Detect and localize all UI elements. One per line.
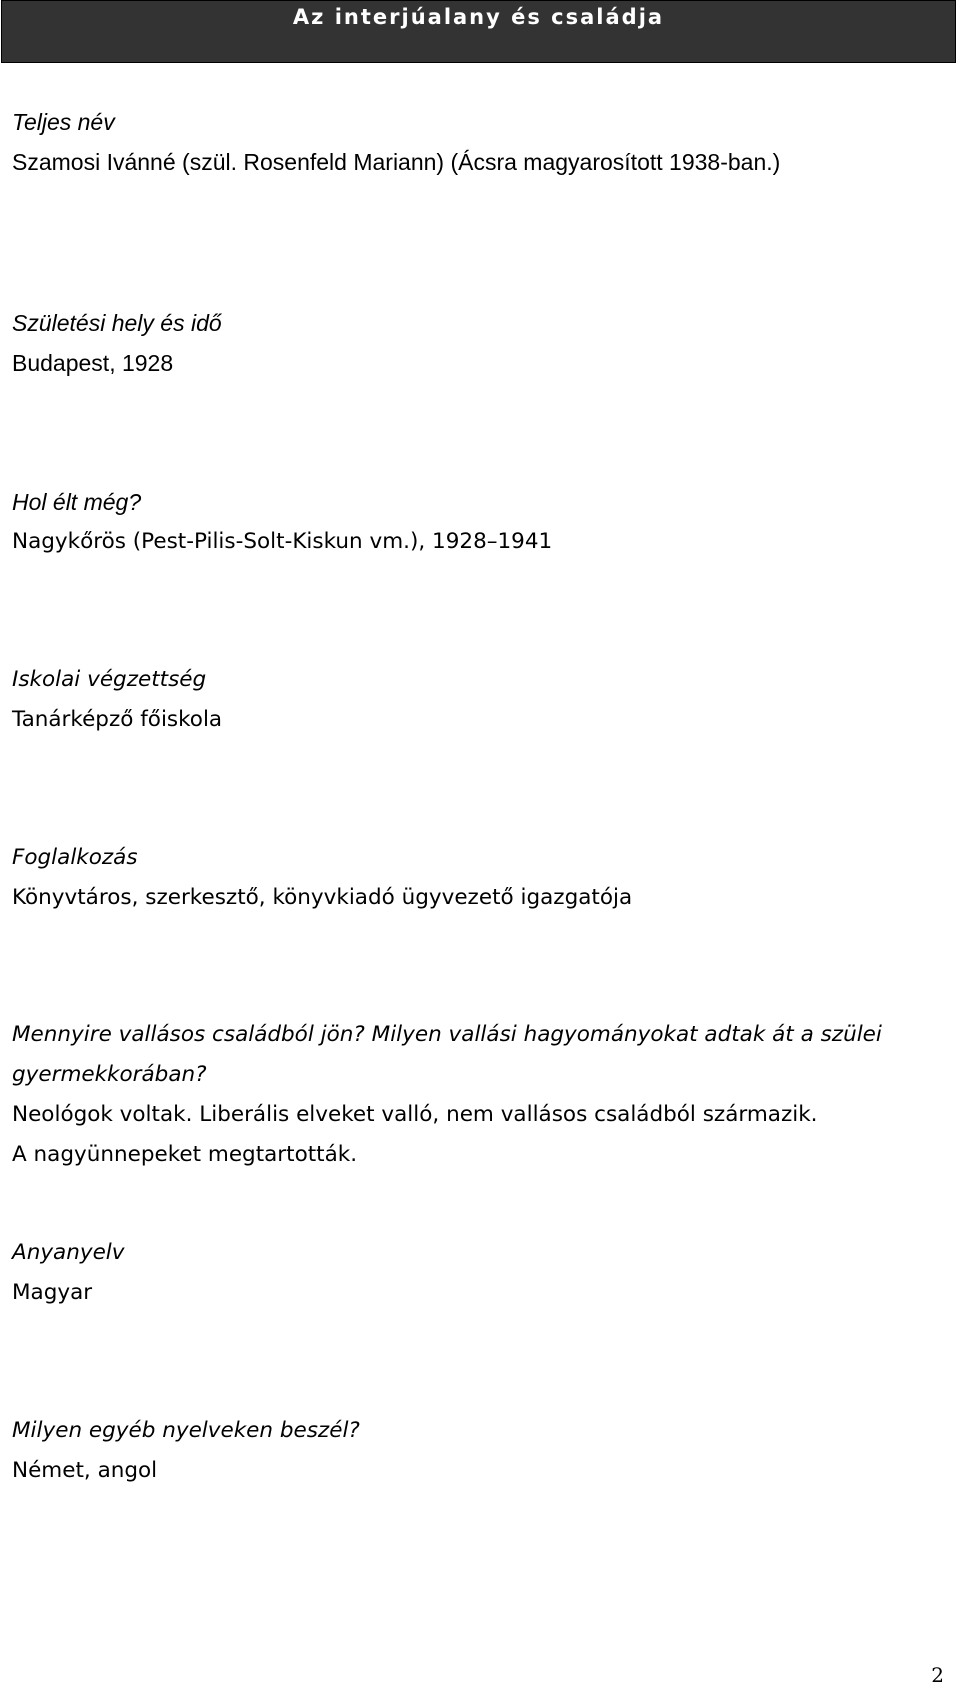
field-occupation	[12, 838, 942, 918]
section-header-bar	[1, 0, 956, 63]
field-religious-background	[12, 1015, 942, 1175]
answer-occupation: Könyvtáros, szerkesztő, könyvkiadó ügyvezető igazgatója	[12, 885, 633, 910]
answer-full-name: Szamosi Ivánné (szül. Rosenfeld Mariann) (Ácsra magyarosított 1938-ban.)	[12, 149, 781, 175]
answer-birth-place-date: Budapest, 1928	[12, 350, 174, 376]
question-occupation: Foglalkozás	[12, 845, 138, 870]
question-other-languages: Milyen egyéb nyelveken beszél?	[12, 1418, 360, 1443]
field-education	[12, 660, 942, 740]
question-religious-background-line-2: gyermekkorában?	[12, 1062, 207, 1087]
answer-native-language: Magyar	[12, 1280, 93, 1305]
question-other-residences: Hol élt még?	[12, 489, 142, 515]
answer-religious-background-line-2: A nagyünnepeket megtartották.	[12, 1142, 358, 1167]
question-education: Iskolai végzettség	[12, 667, 207, 692]
field-full-name	[12, 102, 942, 182]
section-title: Az interjúalany és családja	[292, 5, 665, 29]
page-number: 2	[931, 1663, 944, 1687]
answer-other-languages: Német, angol	[12, 1458, 158, 1483]
answer-other-residences: Nagykőrös (Pest-Pilis-Solt-Kiskun vm.), 1928–1941	[12, 529, 553, 554]
field-native-language	[12, 1233, 942, 1313]
question-native-language: Anyanyelv	[12, 1240, 125, 1265]
question-religious-background-line-1: Mennyire vallásos családból jön? Milyen vallási hagyományokat adtak át a szülei	[12, 1022, 882, 1047]
question-birth-place-date: Születési hely és idő	[12, 310, 222, 336]
answer-education: Tanárképző főiskola	[12, 707, 223, 732]
field-birth-place-date	[12, 303, 942, 383]
answer-religious-background-line-1: Neológok voltak. Liberális elveket valló, nem vallásos családból származik.	[12, 1102, 818, 1127]
field-other-residences	[12, 482, 942, 562]
question-full-name: Teljes név	[12, 109, 115, 135]
field-other-languages	[12, 1411, 942, 1491]
